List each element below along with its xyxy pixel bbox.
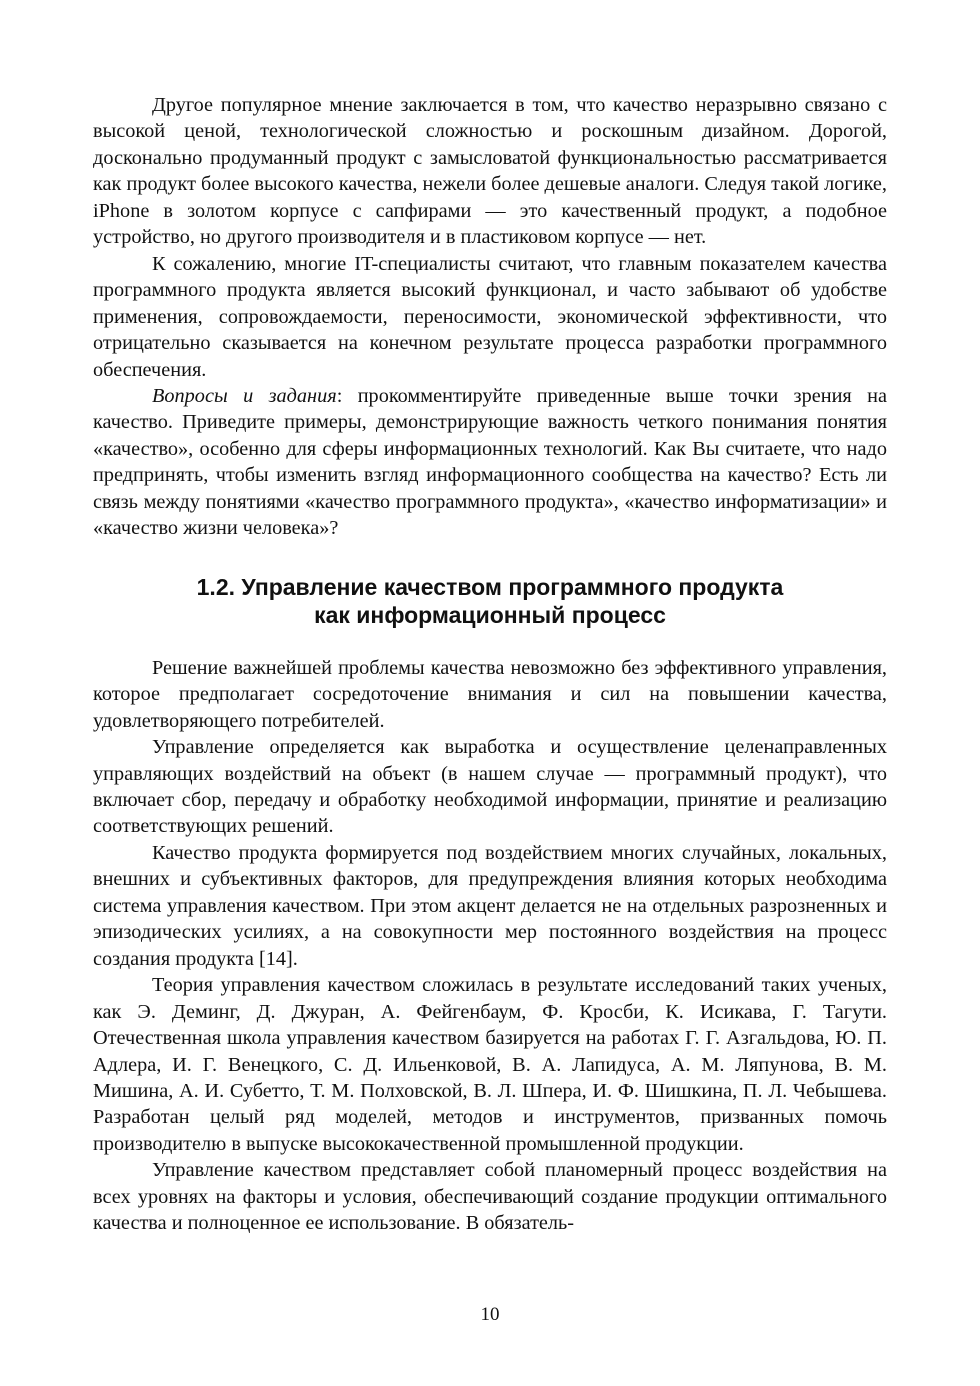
- paragraph-quality-problem: Решение важнейшей проблемы качества невозможно без эффективного управления, которое предполагает сосредоточение внимания и сил на повышении качества, удовлетворяющего потребителей.: [93, 656, 887, 732]
- paragraph-quality-factors: Качество продукта формируется под воздействием многих случайных, локальных, внешних и субъективных факторов, для предупреждения влияния которых необходима система управления качеством. При этом акцент делается не на отдельных разрозненных и эпизодических усилиях, а на совокупности мер постоянного воздействия на процесс создания продукта [14].: [93, 841, 887, 970]
- page-number: 10: [480, 1304, 500, 1325]
- paragraph-questions: [93, 383, 887, 542]
- section-heading-line-1: 1.2. Управление качеством программного продукта: [196, 573, 784, 600]
- paragraph-popular-opinion: Другое популярное мнение заключается в том, что качество неразрывно связано с высокой ценой, технологической сложностью и роскошным дизайном. Дорогой, досконально продуманный продукт с замысловатой функциональностью рассматривается как продукт более высокого качества, нежели более дешевые аналоги. Следуя такой логике, iPhone в золотом корпусе с сапфирами — это качественный продукт, а подобное устройство, но другого производителя и в пластиковом корпусе — нет.: [93, 94, 887, 249]
- questions-lead: Вопросы и задания: [152, 384, 337, 407]
- section-heading: [93, 573, 887, 629]
- paragraph-it-specialists: К сожалению, многие IT-специалисты считают, что главным показателем качества программного продукта является высокий функционал, и часто забывают об удобстве применения, сопровождаемости, переносимости, экономической эффективности, что отрицательно сказывается на конечном результате процесса разработки программного обеспечения.: [93, 252, 887, 381]
- paragraph-management-definition: Управление определяется как выработка и осуществление целенаправленных управляющих воздействий на объект (в нашем случае — программный продукт), что включает сбор, передачу и обработку необходимой информации, принятие и реализацию соответствующих решений.: [93, 736, 887, 838]
- questions-text: : прокомментируйте приведенные выше точки зрения на качество. Приведите примеры, демонстрирующие важность четкого понимания понятия «качество», особенно для сферы информационных технологий. Как Вы считаете, что надо предпринять, чтобы изменить взгляд информационного сообщества на качество? Есть ли связь между понятиями «качество программного продукта», «качество информатизации» и «качество жизни человека»?: [93, 384, 887, 540]
- paragraph-quality-management: Управление качеством представляет собой планомерный процесс воздействия на всех уровнях на факторы и условия, обеспечивающий создание продукции оптимального качества и полноценное ее использование. В обязатель-: [93, 1159, 887, 1235]
- page-body: [93, 92, 887, 1237]
- section-heading-line-2: как информационный процесс: [314, 601, 666, 628]
- paragraph-management-theory: Теория управления качеством сложилась в результате исследований таких ученых, как Э. Деминг, Д. Джуран, А. Фейгенбаум, Ф. Кросби, К. Исикава, Г. Тагути. Отечественная школа управления качеством базируется на работах Г. Г. Азгальдова, Ю. П. Адлера, И. Г. Венецкого, С. Д. Ильенковой, В. А. Лапидуса, А. М. Ляпунова, В. М. Мишина, А. И. Субетто, Т. М. Полховской, В. Л. Шпера, И. Ф. Шишкина, П. Л. Чебышева. Разработан целый ряд моделей, методов и инструментов, призванных помочь производителю в выпуске высококачественной промышленной продукции.: [93, 974, 887, 1155]
